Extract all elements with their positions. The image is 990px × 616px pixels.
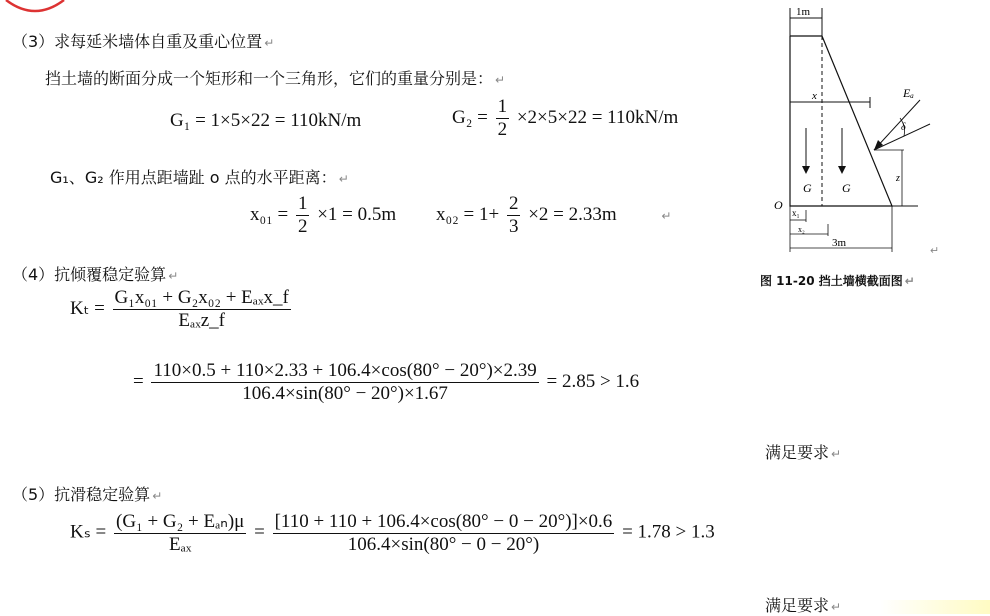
label-x1: x₁ — [792, 208, 800, 218]
section-3-intro: 挡土墙的断面分成一个矩形和一个三角形，它们的重量分别是： ↵ — [45, 69, 506, 88]
label-x: x — [812, 90, 817, 102]
label-G2: G — [842, 181, 851, 195]
label-Ea: Eₐ — [903, 86, 914, 100]
kt-formula: Kₜ = $\frac{\text{G₁x₀₁ + G₂x₀₂ + Eₐₓx\_f}}{\text{Eₐₓz\_f}}$ — [70, 287, 289, 331]
satisfied-2: 满足要求 ↵ — [765, 596, 842, 615]
label-1m: 1m — [796, 6, 811, 18]
retaining-wall-figure — [770, 0, 970, 270]
figure-caption: 图 11-20 挡土墙横截面图 ↵ — [760, 274, 915, 288]
label-G1: G — [803, 181, 812, 195]
satisfied-1: 满足要求 ↵ — [765, 443, 842, 462]
x01-equation: x₀₁ = $\frac{1}{2}$ ×1 = 0.5m — [250, 193, 397, 237]
section-4-heading: （4）抗倾覆稳定验算 ↵ — [12, 265, 179, 284]
label-delta: δ — [901, 122, 906, 133]
g1-equation: G₁ = 1×5×22 = 110kN/m — [170, 110, 362, 131]
g2-equation: G₂ = $\frac{1}{2}$ ×2×5×22 = 110kN/m — [452, 96, 679, 140]
section-5-heading: （5）抗滑稳定验算 ↵ — [12, 485, 163, 504]
figure-para-mark: ↵ — [930, 245, 940, 257]
highlight-fragment — [880, 600, 990, 614]
distance-text: G₁、G₂ 作用点距墙趾 o 点的水平距离： ↵ — [50, 168, 349, 187]
kt-numeric: = $\frac{110\times 0.5 + 110\times 2.33 + 106.4\times\cos(80^\circ - 20^\circ)\times 2.39}{106.4\times\sin(80^\circ - 20^\circ)\times 1.67}$ = 2.85 > 1.6 — [133, 360, 640, 404]
ks-formula: Kₛ = $\frac{\text{(G₁ + G₂ + Eₐₙ)μ}}{\text{Eₐₓ}}$ = $\frac{[110 + 110 + 106.4\times\cos(80^\circ - 0 - 20^\circ)]\times 0.6}{106.4\times\sin(80^\circ - 0 - 20^\circ)}$ = 1.78 > 1.3 — [70, 510, 715, 555]
label-3m: 3m — [832, 237, 847, 249]
x02-equation: x₀₂ = 1+ $\frac{2}{3}$ ×2 = 2.33m ↵ — [436, 193, 672, 237]
label-z: z — [896, 173, 900, 184]
logo-fragment — [0, 0, 70, 14]
label-o: O — [774, 198, 783, 212]
label-x2: x₂ — [798, 225, 805, 234]
section-3-heading: （3）求每延米墙体自重及重心位置 ↵ — [12, 32, 275, 51]
